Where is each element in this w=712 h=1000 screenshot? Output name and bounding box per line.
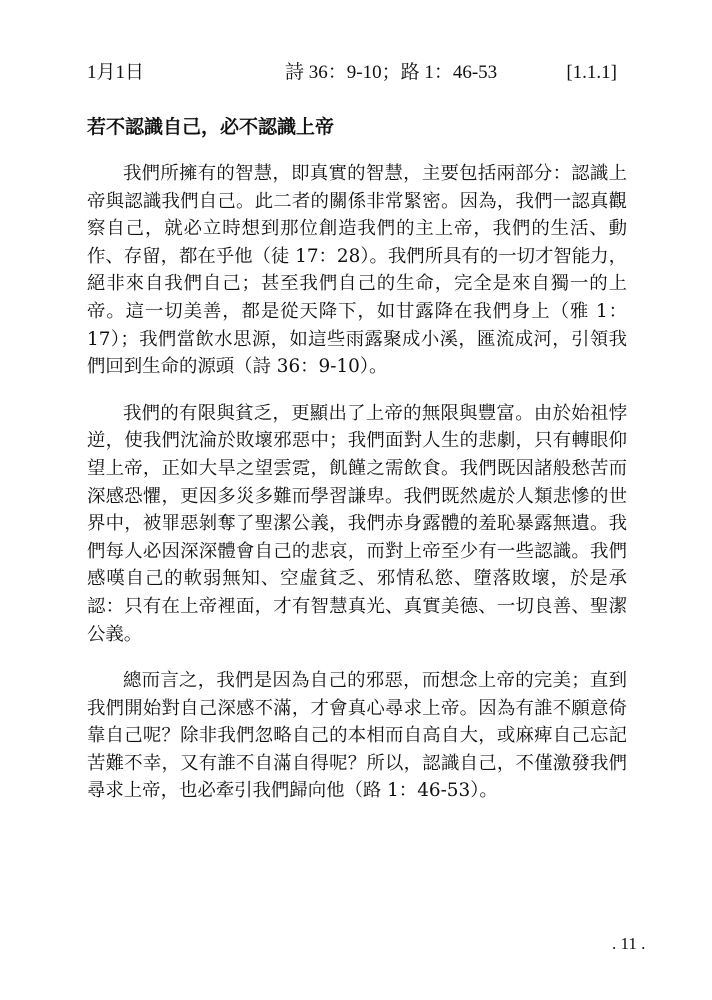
paragraph-1: 我們所擁有的智慧，即真實的智慧，主要包括兩部分：認識上帝與認識我們自己。此二者的關係非常緊密。因為，我們一認真觀察自己，就必立時想到那位創造我們的主上帝，我們的生活、動作、存留，都在乎他（徒 17：28）。我們所具有的一切才智能力，絕非來自我們自己；甚至我們自己的生命，完全是來自獨一的上帝。這一切美善，都是從天降下，如甘露降在我們身上（雅 1：17）；我們當飲水思源，如這些雨露聚成小溪，匯流成河，引領我們回到生命的源頭（詩 36：9-10）。 [87,163,627,378]
paragraph-3: 總而言之，我們是因為自己的邪惡，而想念上帝的完美；直到我們開始對自己深感不滿，才會真心尋求上帝。因為有誰不願意倚靠自己呢？除非我們忽略自己的本相而自高自大，或麻痺自己忘記苦難不幸，又有誰不自滿自得呢？所以，認識自己，不僅激發我們尋求上帝，也必牽引我們歸向他（路 1：46-53）。 [87,670,627,802]
page-header [87,58,617,88]
body-text [87,160,627,824]
header-scripture-reference: 詩 36：9-10；路 1：46-53 [285,62,498,83]
header-entry-code: [1.1.1] [566,62,617,83]
page-number: . 11 . [612,934,646,953]
paragraph-2: 我們的有限與貧乏，更顯出了上帝的無限與豐富。由於始祖悖逆，使我們沈淪於敗壞邪惡中；我們面對人生的悲劇，只有轉眼仰望上帝，正如大旱之望雲霓，飢饉之需飲食。我們既因諸般愁苦而深感恐懼，更因多災多難而學習謙卑。我們既然處於人類悲慘的世界中，被罪惡剝奪了聖潔公義，我們赤身露體的羞恥暴露無遺。我們每人必因深深體會自己的悲哀，而對上帝至少有一些認識。我們感嘆自己的軟弱無知、空虛貧乏、邪情私慾、墮落敗壞，於是承認：只有在上帝裡面，才有智慧真光、真實美德、一切良善、聖潔公義。 [87,402,627,645]
header-date: 1月1日 [87,62,145,83]
page-title: 若不認識自己，必不認識上帝 [87,116,335,138]
